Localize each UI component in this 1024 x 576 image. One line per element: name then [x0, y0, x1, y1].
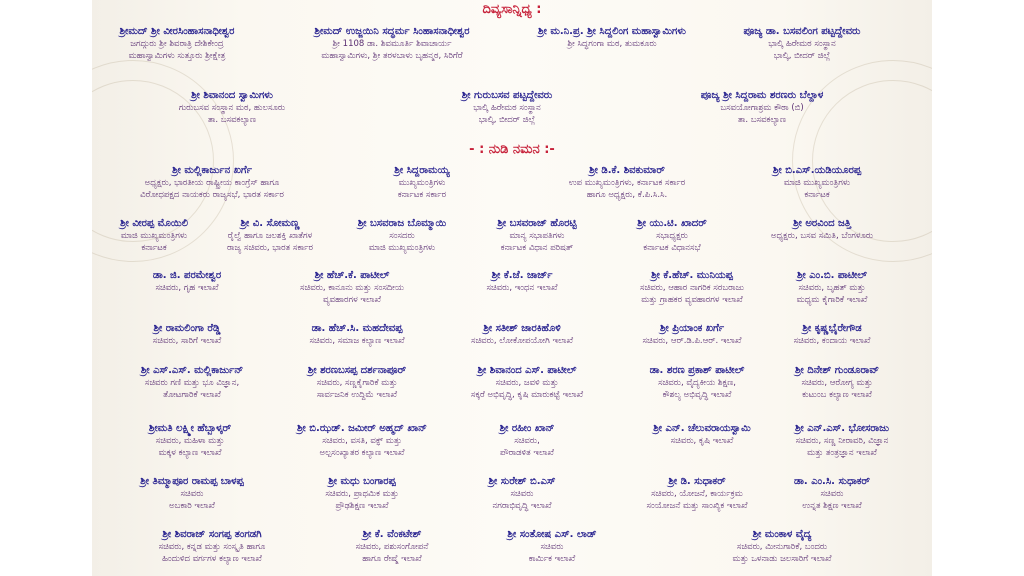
person-entry	[337, 165, 507, 201]
person-entry	[612, 218, 732, 254]
tribute-heading: - : ನುಡಿ ನಮನ :-	[469, 142, 555, 157]
person-name: ಶ್ರೀ ಕೆ.ಹೆಚ್. ಮುನಿಯಪ್ಪ	[651, 270, 733, 281]
person-name: ಶ್ರೀ ಶಿವಾನಂದ ಎಸ್. ಪಾಟೀಲ್	[477, 365, 577, 376]
person-designation: ವ್ಯವಹಾರಗಳ ಇಲಾಖೆ	[323, 295, 381, 305]
blessing-heading: ದಿವ್ಯಸಾನ್ನಿಧ್ಯ :	[482, 2, 542, 17]
person-designation: ಭಾಲ್ಕಿ, ಬೀದರ್ ಜಿಲ್ಲೆ	[773, 51, 831, 61]
person-designation: ಸಚಿವರು, ಆರ್.ಡಿ.ಪಿ.ಆರ್. ಇಲಾಖೆ	[642, 336, 742, 346]
person-designation: ಉನ್ನತ ಶಿಕ್ಷಣ ಇಲಾಖೆ	[802, 501, 862, 511]
person-designation: ಪ್ರೌಢಶಿಕ್ಷಣ ಇಲಾಖೆ	[335, 501, 389, 511]
person-name: ಶ್ರೀ ಮಂಕಾಳ ವೈದ್ಯ	[752, 529, 812, 540]
person-designation: ಅಲ್ಪಸಂಖ್ಯಾತರ ಕಲ್ಯಾಣ ಇಲಾಖೆ	[319, 448, 405, 458]
person-designation: ಮುಖ್ಯಮಂತ್ರಿಗಳು	[398, 178, 446, 188]
person-name: ಶ್ರೀಮದ್ ಉಜ್ಜಯಿನಿ ಸದ್ಧರ್ಮ ಸಿಂಹಾಸನಾಧೀಶ್ವರ	[314, 26, 470, 37]
person-designation: ಭಾಲ್ಕಿ ಹಿರೇಮಠ ಸಂಸ್ಥಾನ	[473, 103, 541, 113]
person-designation: ಬಸವಯೋಗಾಶ್ರಮ ಕೌಠಾ (ಬಿ)	[720, 103, 804, 113]
person-designation: ಹಾಗೂ ಅಧ್ಯಕ್ಷರು, ಕೆ.ಪಿ.ಸಿ.ಸಿ.	[586, 190, 668, 200]
person-designation: ಮಕ್ಕಳ ಕಲ್ಯಾಣ ಇಲಾಖೆ	[158, 448, 222, 458]
person-entry	[757, 423, 927, 459]
person-designation: ಸಚಿವರು, ಸಣ್ಣ ನೀರಾವರಿ, ವಿಜ್ಞಾನ	[795, 436, 889, 446]
person-designation: ಸಚಿವರು, ವಸತಿ, ವಕ್ಫ್ ಮತ್ತು	[322, 436, 402, 446]
person-entry	[272, 365, 442, 401]
person-designation: ಸಚಿವರು, ಜವಳಿ ಮತ್ತು	[495, 378, 559, 388]
person-designation: ಸಚಿವರು, ಗೃಹ ಇಲಾಖೆ	[155, 283, 219, 293]
person-entry	[112, 476, 272, 512]
person-name: ಶ್ರೀ ಹೆಚ್.ಕೆ. ಪಾಟೀಲ್	[314, 270, 390, 281]
person-designation: ಮಾಜಿ ಮುಖ್ಯಮಂತ್ರಿಗಳು	[368, 243, 436, 253]
person-name: ಶ್ರೀ ಅರವಿಂದ ಜತ್ತಿ	[793, 218, 851, 229]
person-designation: ಸಚಿವರು, ಯೋಜನೆ, ಕಾರ್ಯಕ್ರಮ	[651, 489, 743, 499]
person-name: ಶ್ರೀ ವೀರಪ್ಪ ಮೊಯಿಲಿ	[120, 218, 188, 229]
person-designation: ಸಚಿವರು, ಮೀನುಗಾರಿಕೆ, ಬಂದರು	[736, 542, 828, 552]
person-designation: ತಾ. ಬಸವಕಲ್ಯಾಣ	[737, 115, 787, 125]
person-entry	[607, 323, 777, 347]
person-designation: ರೈಲ್ವೆ ಹಾಗೂ ಜಲಶಕ್ತಿ ಖಾತೆಗಳ	[227, 231, 313, 241]
person-name: ಶ್ರೀ ಕೃಷ್ಣಭೈರೇಗೌಡ	[802, 323, 862, 334]
person-name: ಶ್ರೀ ಡಿ. ಸುಧಾಕರ್	[668, 476, 726, 487]
person-entry	[452, 423, 602, 459]
person-entry	[707, 26, 897, 62]
person-entry	[205, 218, 335, 254]
person-name: ಶ್ರೀ ಮಲ್ಲಿಕಾರ್ಜುನ ಖರ್ಗೆ	[172, 165, 252, 176]
person-designation: ಸಚಿವರು	[820, 489, 844, 499]
person-designation: ವಿರೋಧಪಕ್ಷದ ನಾಯಕರು ರಾಜ್ಯಸಭೆ, ಭಾರತ ಸರ್ಕಾರ	[140, 190, 284, 200]
person-entry	[327, 218, 477, 254]
invitation-sheet	[92, 0, 932, 576]
person-designation: ಗುರುಬಸವ ಸಂಸ್ಥಾನ ಮಠ, ಹುಲಸೂರು	[178, 103, 286, 113]
person-name: ಶ್ರೀ ಗುರುಬಸವ ಪಟ್ಟದ್ದೇವರು	[461, 90, 553, 101]
person-name: ಶ್ರೀ ಶಿವರಾಜ್ ಸಂಗಪ್ಪ ತಂಗಡಗಿ	[162, 529, 262, 540]
person-name: ಶ್ರೀ ಕೆ. ವೆಂಕಟೇಶ್	[362, 529, 422, 540]
person-entry	[477, 529, 627, 565]
person-name: ಡಾ. ಶರಣ ಪ್ರಕಾಶ್ ಪಾಟೀಲ್	[649, 365, 745, 376]
person-entry	[722, 165, 912, 201]
person-designation: ಮತ್ತು ಗ್ರಾಹಕರ ವ್ಯವಹಾರಗಳ ಇಲಾಖೆ	[641, 295, 743, 305]
person-name: ಶ್ರೀ ರಾಮಲಿಂಗಾ ರೆಡ್ಡಿ	[153, 323, 221, 334]
person-designation: ಮಧ್ಯಮ ಕೈಗಾರಿಕೆ ಇಲಾಖೆ	[796, 295, 868, 305]
person-name: ಶ್ರೀ ಎನ್. ಚೆಲುವರಾಯಸ್ವಾಮಿ	[653, 423, 751, 434]
person-name: ಶ್ರೀ ಎಂ.ಬಿ. ಪಾಟೀಲ್	[796, 270, 867, 281]
person-designation: ಮಾಜಿ ಮುಖ್ಯಮಂತ್ರಿಗಳು	[783, 178, 851, 188]
person-designation: ಕೌಶಲ್ಯ ಅಭಿವೃದ್ಧಿ ಇಲಾಖೆ	[662, 390, 732, 400]
person-designation: ಭಾಲ್ಕಿ ಹಿರೇಮಠ ಸಂಸ್ಥಾನ	[768, 39, 836, 49]
person-designation: ಸಚಿವರು, ಸಣ್ಣಕೈಗಾರಿಕೆ ಮತ್ತು	[316, 378, 398, 388]
person-designation: ಸಚಿವರು, ಬೃಹತ್ ಮತ್ತು	[798, 283, 866, 293]
person-designation: ಮತ್ತು ಒಳನಾಡು ಜಲಸಾರಿಗೆ ಇಲಾಖೆ	[732, 554, 832, 564]
person-designation: ಕರ್ನಾಟಕ	[141, 243, 167, 253]
person-designation: ಸಚಿವರು	[540, 542, 564, 552]
person-designation: ಸಚಿವರು, ಪಶುಸಂಗೋಪನೆ	[355, 542, 429, 552]
person-entry	[742, 218, 902, 242]
person-name: ಶ್ರೀ ಸಂತೋಷ ಎಸ್. ಲಾಡ್	[507, 529, 597, 540]
person-name: ಶ್ರೀ ಎನ್.ಎಸ್. ಭೋಸರಾಜು	[794, 423, 890, 434]
person-name: ಡಾ. ಜಿ. ಪರಮೇಶ್ವರ	[152, 270, 222, 281]
person-entry	[112, 323, 262, 347]
person-designation: ಸಂಸದರು	[389, 231, 415, 241]
person-designation: ಅಬಕಾರಿ ಇಲಾಖೆ	[169, 501, 215, 511]
person-designation: ಸಚಿವರು, ಕಂದಾಯ ಇಲಾಖೆ	[793, 336, 871, 346]
person-name: ಡಾ. ಎಂ.ಸಿ. ಸುಧಾಕರ್	[794, 476, 870, 487]
person-designation: ತೋಟಗಾರಿಕೆ ಇಲಾಖೆ	[163, 390, 221, 400]
person-designation: ತಾ. ಬಸವಕಲ್ಯಾಣ	[207, 115, 257, 125]
person-designation: ಸಚಿವರು, ಲೋಕೋಪಯೋಗಿ ಇಲಾಖೆ	[470, 336, 574, 346]
person-entry	[252, 270, 452, 306]
person-designation: ಸಚಿವರು ಗಣಿ ಮತ್ತು ಭೂ ವಿಜ್ಞಾನ,	[144, 378, 240, 388]
person-name: ಡಾ. ಹೆಚ್.ಸಿ. ಮಹದೇವಪ್ಪ	[311, 323, 403, 334]
person-entry	[447, 270, 597, 294]
person-entry	[407, 90, 607, 126]
person-entry	[447, 476, 597, 512]
person-entry	[112, 270, 262, 294]
person-name: ಶ್ರೀ ಶರಣಬಸಪ್ಪ ದರ್ಶನಾಪೂರ್	[307, 365, 407, 376]
person-designation: ಹಾಗೂ ರೇಷ್ಮೆ ಇಲಾಖೆ	[362, 554, 422, 564]
person-designation: ಸಚಿವರು, ಆಹಾರ ನಾಗರಿಕ ಸರಬರಾಜು	[639, 283, 744, 293]
person-designation: ಸಚಿವರು, ಆರೋಗ್ಯ ಮತ್ತು	[801, 378, 873, 388]
person-designation: ಸಚಿವರು	[510, 489, 534, 499]
person-name: ಶ್ರೀ ವಿ. ಸೋಮಣ್ಣ	[240, 218, 300, 229]
person-name: ಶ್ರೀ ಸತೀಶ್ ಜಾರಕಿಹೊಳಿ	[483, 323, 561, 334]
person-designation: ಸಚಿವರು, ಕನ್ನಡ ಮತ್ತು ಸಂಸ್ಕೃತಿ ಹಾಗೂ	[158, 542, 266, 552]
person-entry	[102, 165, 322, 201]
person-name: ಶ್ರೀ ಬಿ.ಝಡ್. ಜಮೀರ್ ಅಹ್ಮದ್ ಖಾನ್	[297, 423, 427, 434]
person-entry	[437, 323, 607, 347]
person-name: ಶ್ರೀಮತಿ ಲಕ್ಷ್ಮೀ ಹೆಬ್ಬಾಳ್ಕರ್	[148, 423, 232, 434]
person-entry	[757, 270, 907, 306]
person-entry	[762, 476, 902, 512]
person-designation: ಕರ್ನಾಟಕ ಸರ್ಕಾರ	[397, 190, 447, 200]
person-entry	[115, 423, 265, 459]
person-designation: ಅಧ್ಯಕ್ಷರು, ಭಾರತೀಯ ರಾಷ್ಟ್ರೀಯ ಕಾಂಗ್ರೆಸ್ ಹಾಗೂ	[144, 178, 280, 188]
person-designation: ಸಚಿವರು, ಮಹಿಳಾ ಮತ್ತು	[155, 436, 225, 446]
person-entry	[317, 529, 467, 565]
person-designation: ಸಚಿವರು, ಸಮಾಜ ಕಲ್ಯಾಣ ಇಲಾಖೆ	[309, 336, 405, 346]
person-designation: ಜಗದ್ಗುರು ಶ್ರೀ ಶಿವರಾತ್ರಿ ದೇಶಿಕೇಂದ್ರ	[130, 39, 224, 49]
person-designation: ಭಾಲ್ಕಿ, ಬೀದರ್ ಜಿಲ್ಲೆ	[478, 115, 536, 125]
person-entry	[132, 90, 332, 126]
person-name: ಶ್ರೀ ಡಿ.ಕೆ. ಶಿವಕುಮಾರ್	[589, 165, 665, 176]
person-name: ಶ್ರೀ ಕೆ.ಜೆ. ಜಾರ್ಜ್	[491, 270, 553, 281]
person-name: ಶ್ರೀ ಸುರೇಶ್ ಬಿ.ಎಸ್	[488, 476, 556, 487]
person-entry	[282, 476, 442, 512]
person-entry	[427, 365, 627, 401]
person-designation: ಕುಟುಂಬ ಕಲ್ಯಾಣ ಇಲಾಖೆ	[802, 390, 872, 400]
person-name: ಶ್ರೀ ದಿನೇಶ್ ಗುಂಡೂರಾವ್	[794, 365, 880, 376]
person-designation: ಕಾರ್ಮಿಕ ಇಲಾಖೆ	[528, 554, 576, 564]
person-designation: ಮಹಾಸ್ವಾಮಿಗಳು ಸುತ್ತೂರು ಶ್ರೀಕ್ಷೇತ್ರ	[128, 51, 226, 61]
person-designation: ಉಪ ಮುಖ್ಯಮಂತ್ರಿಗಳು, ಕರ್ನಾಟಕ ಸರ್ಕಾರ	[568, 178, 686, 188]
person-entry	[267, 26, 517, 62]
person-name: ಶ್ರೀ ಮ.ನಿ.ಪ್ರ. ಶ್ರೀ ಸಿದ್ದಲಿಂಗ ಮಹಾಸ್ವಾಮಿಗಳು	[538, 26, 686, 37]
person-name: ಶ್ರೀ ಪ್ರಿಯಾಂಕ ಖರ್ಗೆ	[659, 323, 725, 334]
person-name: ಶ್ರೀಮದ್ ಶ್ರೀ ವೀರಸಿಂಹಾಸನಾಧೀಶ್ವರ	[119, 26, 235, 37]
person-name: ಪೂಜ್ಯ ಡಾ. ಬಸವಲಿಂಗ ಪಟ್ಟದ್ದೇವರು	[743, 26, 861, 37]
person-designation: ರಾಜ್ಯ ಸಚಿವರು, ಭಾರತ ಸರ್ಕಾರ	[226, 243, 314, 253]
person-designation: ಅಧ್ಯಕ್ಷರು, ಬಸವ ಸಮಿತಿ, ಬೆಂಗಳೂರು	[770, 231, 874, 241]
person-entry	[267, 423, 457, 459]
person-designation: ಸಚಿವರು	[180, 489, 204, 499]
person-designation: ಸಚಿವರು, ಇಂಧನ ಇಲಾಖೆ	[486, 283, 558, 293]
person-entry	[272, 323, 442, 347]
person-designation: ಮತ್ತು ತಂತ್ರಜ್ಞಾನ ಇಲಾಖೆ	[807, 448, 877, 458]
person-name: ಶ್ರೀ ಯು.ಟಿ. ಖಾದರ್	[637, 218, 707, 229]
person-name: ಶ್ರೀ ರಹೀಂ ಖಾನ್	[499, 423, 555, 434]
person-designation: ಸಚಿವರು,	[514, 436, 540, 446]
person-name: ಶ್ರೀ ಶಿವಾನಂದ ಸ್ವಾಮಿಗಳು	[191, 90, 273, 101]
person-entry	[94, 218, 214, 254]
person-designation: ಮಹಾಸ್ವಾಮಿಗಳು, ಶ್ರೀ ತರಳಬಾಳು ಬೃಹನ್ಮಠ, ಸಿರಿಗೆರೆ	[321, 51, 463, 61]
person-entry	[107, 529, 317, 565]
person-name: ಶ್ರೀ ಬಸವರಾಜ ಬೊಮ್ಮಾಯಿ	[357, 218, 447, 229]
person-designation: ಸಚಿವರು, ಸಾರಿಗೆ ಇಲಾಖೆ	[152, 336, 222, 346]
person-name: ಶ್ರೀ ಸಿದ್ದರಾಮಯ್ಯ	[394, 165, 450, 176]
person-entry	[682, 529, 882, 565]
person-designation: ಪೌರಾಡಳಿತ ಇಲಾಖೆ	[500, 448, 554, 458]
person-designation: ಸಂಯೋಜನೆ ಮತ್ತು ಸಾಂಖ್ಯಿಕ ಇಲಾಖೆ	[646, 501, 748, 511]
person-name: ಶ್ರೀ ಬಸವರಾಜ್ ಹೊರಟ್ಟಿ	[497, 218, 577, 229]
person-designation: ಮಾಜಿ ಮುಖ್ಯಮಂತ್ರಿಗಳು	[120, 231, 188, 241]
person-designation: ಹಿಂದುಳಿದ ವರ್ಗಗಳ ಕಲ್ಯಾಣ ಇಲಾಖೆ	[162, 554, 262, 564]
person-designation: ಶ್ರೀ ಸಿದ್ಧಗಂಗಾ ಮಠ, ತುಮಕೂರು	[567, 39, 657, 49]
person-designation: ಕರ್ನಾಟಕ	[804, 190, 830, 200]
person-designation: ಕರ್ನಾಟಕ ವಿಧಾನ ಪರಿಷತ್	[500, 243, 574, 253]
person-entry	[112, 365, 272, 401]
person-designation: ಸಭಾಧ್ಯಕ್ಷರು	[656, 231, 688, 241]
person-entry	[757, 323, 907, 347]
person-entry	[617, 365, 777, 401]
person-name: ಶ್ರೀ ತಿಮ್ಮಾಪೂರ ರಾಮಪ್ಪ ಬಾಳಪ್ಪ	[140, 476, 244, 487]
person-designation: ಮಾನ್ಯ ಸಭಾಪತಿಗಳು	[509, 231, 565, 241]
person-designation: ಸಕ್ಕರೆ ಅಭಿವೃದ್ಧಿ, ಕೃಷಿ ಮಾರುಕಟ್ಟೆ ಇಲಾಖೆ	[470, 390, 584, 400]
person-name: ಪೂಜ್ಯ ಶ್ರೀ ಸಿದ್ದರಾಮ ಶರಣರು ಬೆಲ್ದಾಳ	[700, 90, 824, 101]
person-designation: ನಗರಾಭಿವೃದ್ಧಿ ಇಲಾಖೆ	[492, 501, 552, 511]
person-name: ಶ್ರೀ ಬಿ.ಎಸ್.ಯಡಿಯೂರಪ್ಪ	[772, 165, 862, 176]
person-entry	[607, 476, 787, 512]
person-entry	[472, 218, 602, 254]
person-designation: ಸಾರ್ವಜನಿಕ ಉದ್ದಿಮೆ ಇಲಾಖೆ	[316, 390, 398, 400]
person-designation: ಸಚಿವರು, ಪ್ರಾಥಮಿಕ ಮತ್ತು	[325, 489, 399, 499]
person-designation: ಶ್ರೀ 1108 ಡಾ. ಶಿವಮೂರ್ತಿ ಶಿವಾಚಾರ್ಯ	[332, 39, 452, 49]
person-designation: ಸಚಿವರು, ವೈದ್ಯಕೀಯ ಶಿಕ್ಷಣ,	[658, 378, 736, 388]
person-entry	[662, 90, 862, 126]
person-designation: ಸಚಿವರು, ಕಾನೂನು ಮತ್ತು ಸಂಸದೀಯ	[300, 283, 404, 293]
person-name: ಶ್ರೀ ಎಸ್.ಎಸ್. ಮಲ್ಲಿಕಾರ್ಜುನ್	[140, 365, 244, 376]
person-entry	[762, 365, 912, 401]
person-entry	[512, 26, 712, 50]
person-entry	[522, 165, 732, 201]
person-name: ಶ್ರೀ ಮಧು ಬಂಗಾರಪ್ಪ	[328, 476, 396, 487]
person-designation: ಸಚಿವರು, ಕೃಷಿ ಇಲಾಖೆ	[670, 436, 734, 446]
person-entry	[92, 26, 262, 62]
person-designation: ಕರ್ನಾಟಕ ವಿಧಾನಸಭೆ	[643, 243, 701, 253]
